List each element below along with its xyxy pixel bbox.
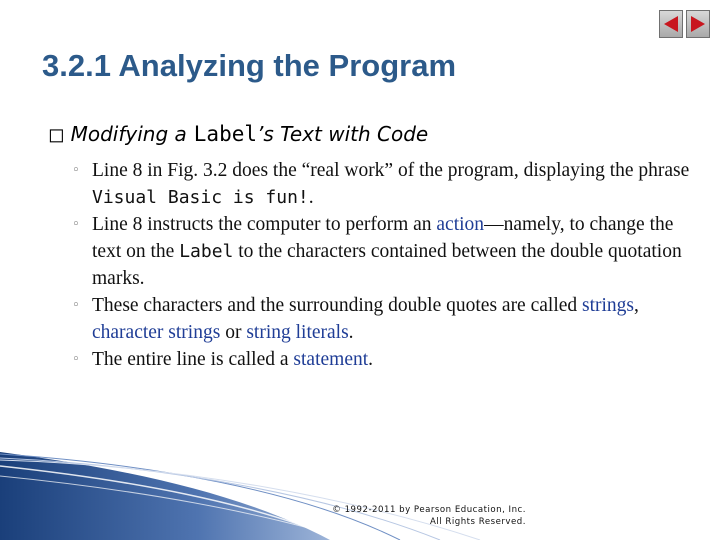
bullet-marker-icon: ◦ <box>72 352 80 367</box>
bullet-text: These characters and the surrounding double quotes are called <box>92 295 583 316</box>
bullet-item <box>72 157 692 211</box>
checkbox-bullet-icon: ◻ <box>48 122 65 146</box>
subheading <box>48 122 428 146</box>
bullet-marker-icon: ◦ <box>72 217 80 232</box>
bullet-text: The entire line is called a <box>92 349 294 370</box>
keyword-term: statement <box>293 349 369 370</box>
bullet-text: , <box>634 295 639 316</box>
bullet-text: . <box>368 349 374 370</box>
right-arrow-icon <box>689 14 707 34</box>
subheading-prefix: Modifying a <box>70 122 187 146</box>
bullet-marker-icon: ◦ <box>72 298 80 313</box>
copyright-notice <box>322 504 526 528</box>
subheading-code: Label <box>193 122 257 146</box>
left-arrow-icon <box>662 14 680 34</box>
keyword-term: character strings <box>92 322 221 343</box>
bullet-text: . <box>348 322 354 343</box>
bullet-text: —namely, to change the text on the <box>92 214 674 262</box>
bullet-item <box>72 346 692 373</box>
slide-title: 3.2.1 Analyzing the Program <box>42 48 457 83</box>
bullet-text: Line 8 instructs the computer to perform an <box>92 214 437 235</box>
slide-navigation <box>659 10 710 38</box>
keyword-term: strings <box>582 295 635 316</box>
code-text: Visual Basic is fun! <box>92 187 309 208</box>
previous-slide-button[interactable] <box>659 10 683 38</box>
code-text: Label <box>179 241 234 262</box>
bullet-marker-icon: ◦ <box>72 163 80 178</box>
bullet-item <box>72 211 692 292</box>
subheading-suffix: ’s Text with Code <box>257 122 429 146</box>
bullet-text: . <box>308 187 314 208</box>
bullet-text: to the characters contained between the double quotation marks. <box>92 241 682 289</box>
bullet-item <box>72 292 692 346</box>
rights-line: All Rights Reserved. <box>430 517 526 527</box>
next-slide-button[interactable] <box>686 10 710 38</box>
copyright-line: © 1992-2011 by Pearson Education, Inc. <box>332 505 526 515</box>
bullet-list <box>72 157 692 373</box>
keyword-term: string literals <box>246 322 349 343</box>
bullet-text: or <box>220 322 247 343</box>
keyword-term: action <box>436 214 485 235</box>
bullet-text: Line 8 in Fig. 3.2 does the “real work” of the program, displaying the phrase <box>92 160 690 181</box>
